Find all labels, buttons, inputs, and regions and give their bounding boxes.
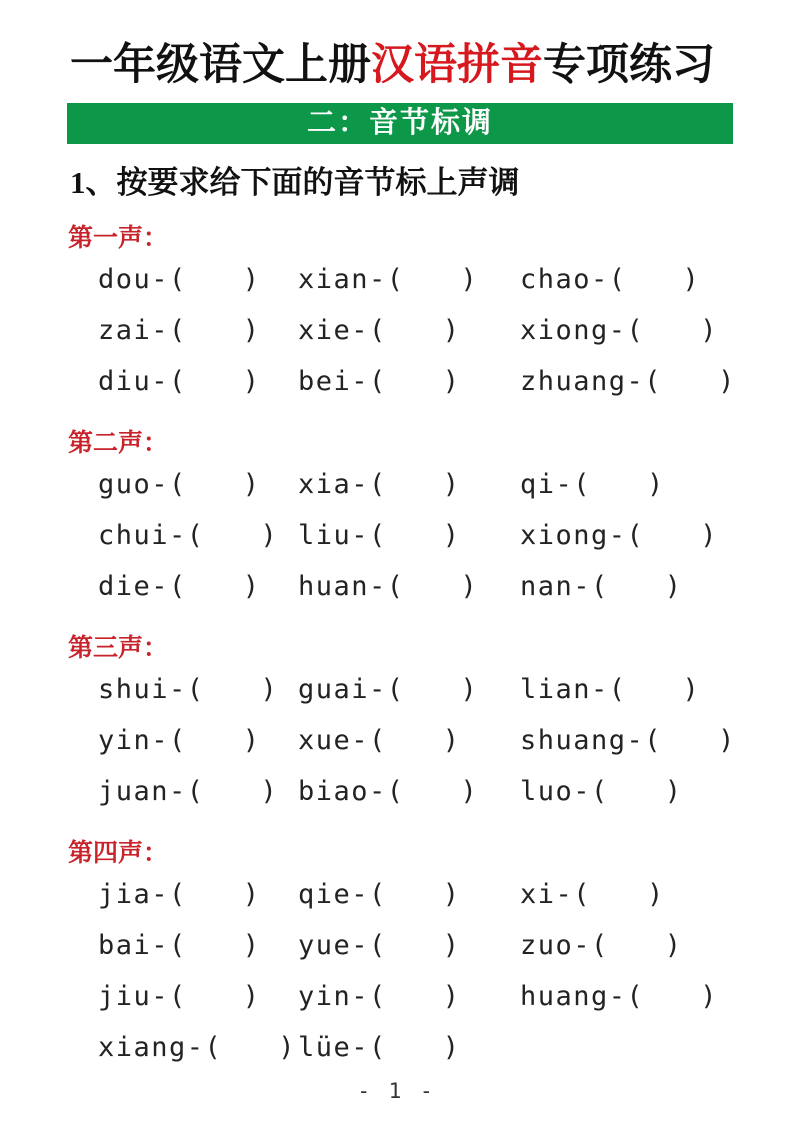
- syllable-text: xian: [298, 264, 370, 295]
- paren-close: ): [242, 469, 261, 500]
- paren-open: -(: [573, 776, 609, 807]
- paren-open: -(: [351, 725, 387, 756]
- syllable-item: [98, 264, 298, 295]
- syllable-item: [298, 520, 520, 551]
- syllable-text: shuang: [520, 725, 627, 756]
- paren-open: -(: [351, 879, 387, 910]
- paren-close: ): [260, 520, 279, 551]
- paren-open: -(: [626, 725, 663, 756]
- paren-open: -(: [369, 674, 405, 705]
- paren-close: ): [664, 571, 683, 602]
- syllable-item: [520, 879, 763, 910]
- tone-section-label: 第四声：: [68, 840, 169, 867]
- page-number: - 1 -: [357, 1079, 436, 1103]
- syllable-text: yue: [298, 930, 352, 961]
- paren-close: ): [682, 674, 701, 705]
- paren-open: -(: [608, 520, 645, 551]
- paren-close: ): [242, 879, 261, 910]
- page-title: [0, 0, 793, 92]
- syllable-item: [520, 776, 763, 807]
- paren-open: -(: [151, 366, 187, 397]
- paren-open: -(: [151, 315, 187, 346]
- paren-open: -(: [555, 879, 592, 910]
- syllable-text: zhuang: [520, 366, 627, 397]
- syllable-item: [298, 981, 520, 1012]
- tone-section: [68, 634, 763, 817]
- paren-open: -(: [351, 520, 387, 551]
- syllable-item: [298, 571, 520, 602]
- paren-close: ): [242, 981, 261, 1012]
- paren-close: ): [242, 264, 261, 295]
- syllable-text: jia: [98, 879, 152, 910]
- paren-close: ): [442, 1032, 461, 1063]
- syllable-item: [298, 315, 520, 346]
- paren-open: -(: [351, 1032, 387, 1063]
- paren-close: ): [460, 776, 479, 807]
- syllable-row: [68, 459, 763, 510]
- syllable-text: yin: [98, 725, 152, 756]
- paren-open: -(: [151, 930, 187, 961]
- paren-close: ): [442, 366, 461, 397]
- syllable-row: [68, 1022, 763, 1073]
- syllable-text: huan: [298, 571, 370, 602]
- instruction-text: 1、按要求给下面的音节标上声调: [70, 165, 520, 200]
- syllable-text: xiong: [520, 520, 609, 551]
- syllable-text: chui: [98, 520, 170, 551]
- paren-open: -(: [369, 776, 405, 807]
- syllable-text: die: [98, 571, 152, 602]
- syllable-item: [520, 725, 763, 756]
- paren-close: ): [442, 981, 461, 1012]
- paren-close: ): [442, 725, 461, 756]
- syllable-text: lüe: [298, 1032, 352, 1063]
- paren-open: -(: [351, 930, 387, 961]
- syllable-text: liu: [298, 520, 352, 551]
- syllable-text: xiang: [98, 1032, 187, 1063]
- syllable-item: [520, 981, 763, 1012]
- paren-close: ): [700, 315, 719, 346]
- syllable-text: xi: [520, 879, 556, 910]
- paren-open: -(: [151, 571, 187, 602]
- paren-close: ): [442, 879, 461, 910]
- syllable-item: [298, 776, 520, 807]
- paren-open: -(: [608, 981, 645, 1012]
- syllable-item: [520, 315, 763, 346]
- syllable-text: biao: [298, 776, 370, 807]
- syllable-item: [520, 674, 763, 705]
- paren-open: -(: [591, 674, 627, 705]
- syllable-item: [520, 366, 763, 397]
- syllable-item: [298, 930, 520, 961]
- syllable-row: [68, 254, 763, 305]
- paren-open: -(: [626, 366, 663, 397]
- syllable-item: [520, 930, 763, 961]
- paren-open: -(: [169, 520, 205, 551]
- syllable-item: [298, 725, 520, 756]
- syllable-text: huang: [520, 981, 609, 1012]
- syllable-item: [298, 1032, 520, 1063]
- syllable-row: [68, 356, 763, 407]
- paren-close: ): [647, 469, 665, 500]
- paren-close: ): [664, 776, 683, 807]
- syllable-item: [520, 264, 763, 295]
- syllable-item: [520, 571, 763, 602]
- syllable-row: [68, 766, 763, 817]
- syllable-item: [98, 674, 298, 705]
- syllable-text: shui: [98, 674, 170, 705]
- paren-open: -(: [351, 981, 387, 1012]
- syllable-text: chao: [520, 264, 592, 295]
- syllable-row: [68, 561, 763, 612]
- syllable-item: [98, 366, 298, 397]
- title-prefix: 一年级语文上册: [70, 42, 371, 89]
- paren-close: ): [442, 930, 461, 961]
- syllable-text: zai: [98, 315, 152, 346]
- syllable-text: luo: [520, 776, 574, 807]
- paren-close: ): [260, 776, 279, 807]
- tone-section-label: 第二声：: [68, 430, 169, 457]
- syllable-item: [98, 315, 298, 346]
- syllable-row: [68, 715, 763, 766]
- paren-close: ): [242, 366, 261, 397]
- paren-open: -(: [151, 264, 187, 295]
- syllable-row: [68, 305, 763, 356]
- syllable-item: [98, 571, 298, 602]
- syllable-item: [98, 725, 298, 756]
- syllable-item: [98, 469, 298, 500]
- paren-close: ): [442, 315, 461, 346]
- paren-open: -(: [555, 469, 592, 500]
- syllable-item: [98, 879, 298, 910]
- syllable-item: [298, 366, 520, 397]
- tone-section: [68, 839, 763, 1073]
- syllable-text: zuo: [520, 930, 574, 961]
- syllable-text: dou: [98, 264, 152, 295]
- paren-close: ): [242, 930, 261, 961]
- section-banner: [67, 103, 733, 144]
- paren-close: ): [460, 264, 479, 295]
- paren-close: ): [700, 520, 719, 551]
- syllable-text: juan: [98, 776, 170, 807]
- syllable-row: [68, 971, 763, 1022]
- paren-close: ): [242, 315, 261, 346]
- paren-close: ): [460, 571, 479, 602]
- paren-open: -(: [591, 264, 627, 295]
- syllable-text: bei: [298, 366, 352, 397]
- syllable-item: [98, 1032, 298, 1063]
- syllable-text: xia: [298, 469, 352, 500]
- tone-section: [68, 429, 763, 612]
- paren-close: ): [442, 469, 461, 500]
- paren-close: ): [647, 879, 665, 910]
- syllable-item: [298, 674, 520, 705]
- tone-section-label: 第三声：: [68, 635, 169, 662]
- syllable-text: jiu: [98, 981, 152, 1012]
- paren-close: ): [700, 981, 719, 1012]
- banner-label: 二：音节标调: [306, 107, 493, 139]
- syllable-text: xiong: [520, 315, 609, 346]
- paren-open: -(: [573, 930, 609, 961]
- syllable-text: nan: [520, 571, 574, 602]
- paren-close: ): [442, 520, 461, 551]
- syllable-row: [68, 664, 763, 715]
- paren-open: -(: [351, 366, 387, 397]
- syllable-text: qi: [520, 469, 556, 500]
- syllable-text: xue: [298, 725, 352, 756]
- syllable-item: [298, 469, 520, 500]
- syllable-item: [298, 879, 520, 910]
- syllable-item: [98, 776, 298, 807]
- paren-close: ): [664, 930, 683, 961]
- paren-open: -(: [573, 571, 609, 602]
- syllable-row: [68, 869, 763, 920]
- syllable-row: [68, 920, 763, 971]
- syllable-item: [520, 469, 763, 500]
- title-highlight: 汉语拼音: [371, 42, 543, 89]
- syllable-text: xie: [298, 315, 352, 346]
- syllable-text: guai: [298, 674, 370, 705]
- paren-close: ): [718, 366, 736, 397]
- syllable-text: bai: [98, 930, 152, 961]
- paren-open: -(: [151, 879, 187, 910]
- paren-open: -(: [369, 264, 405, 295]
- paren-open: -(: [151, 469, 187, 500]
- paren-close: ): [718, 725, 736, 756]
- paren-open: -(: [169, 776, 205, 807]
- syllable-item: [298, 264, 520, 295]
- paren-close: ): [682, 264, 701, 295]
- paren-open: -(: [351, 315, 387, 346]
- syllable-text: qie: [298, 879, 352, 910]
- syllable-item: [98, 520, 298, 551]
- syllable-item: [98, 930, 298, 961]
- syllable-row: [68, 510, 763, 561]
- syllable-text: lian: [520, 674, 592, 705]
- syllable-text: yin: [298, 981, 352, 1012]
- tone-section: [68, 224, 763, 407]
- paren-close: ): [260, 674, 279, 705]
- paren-open: -(: [608, 315, 645, 346]
- paren-open: -(: [151, 981, 187, 1012]
- paren-close: ): [460, 674, 479, 705]
- syllable-text: guo: [98, 469, 152, 500]
- paren-close: ): [242, 571, 261, 602]
- paren-close: ): [242, 725, 261, 756]
- paren-open: -(: [186, 1032, 223, 1063]
- syllable-item: [98, 981, 298, 1012]
- syllable-text: diu: [98, 366, 152, 397]
- tone-sections: [68, 224, 763, 1073]
- paren-open: -(: [351, 469, 387, 500]
- paren-open: -(: [151, 725, 187, 756]
- paren-close: ): [278, 1032, 297, 1063]
- title-suffix: 专项练习: [543, 42, 715, 89]
- paren-open: -(: [169, 674, 205, 705]
- tone-section-label: 第一声：: [68, 225, 169, 252]
- syllable-item: [520, 520, 763, 551]
- paren-open: -(: [369, 571, 405, 602]
